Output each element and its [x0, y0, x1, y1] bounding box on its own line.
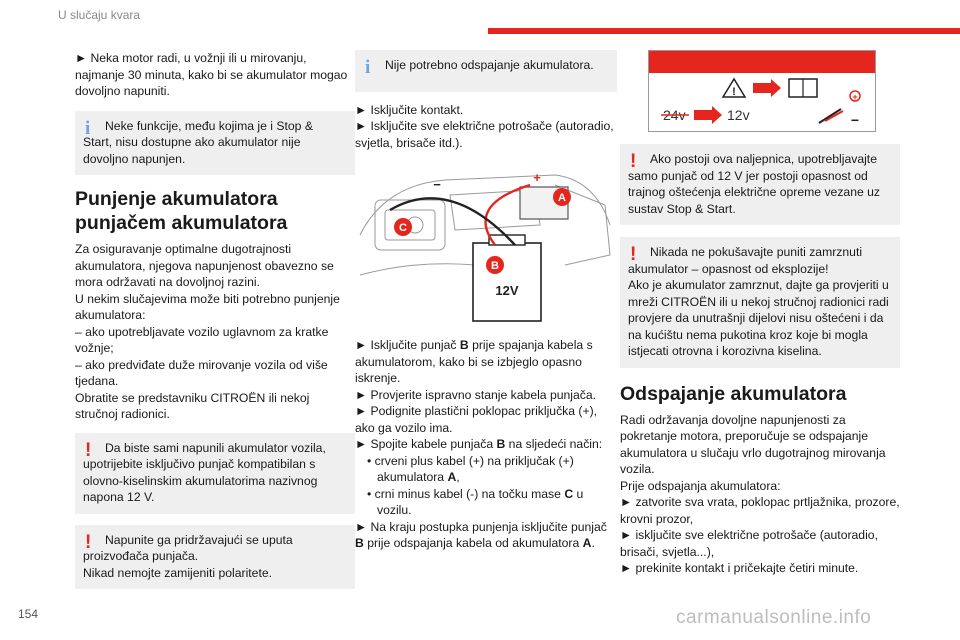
section-heading-disconnect: Odspajanje akumulatora [620, 382, 847, 405]
info-box-stop-start: i Neke funkcije, među kojima je i Stop & Start, nisu dostupne ako akumulator nije dovoljno napunjen. [75, 111, 355, 176]
charger-connection-figure [355, 165, 617, 325]
label-24v: 24v [663, 107, 686, 123]
pre-steps: ► Isključite kontakt. ► Isključite sve električne potrošače (autoradio, svjetla, brisače itd.). [355, 102, 614, 150]
label-a: A [558, 192, 566, 204]
section-heading-charging: Punjenje akumulatora punjačem akumulatora [75, 188, 288, 234]
header-accent-bar [488, 28, 960, 34]
intro-step: ► Neka motor radi, u vožnji ili u mirovanju, najmanje 30 minuta, kako bi se akumulator mogao dovoljno napuniti. [75, 51, 348, 98]
warning-box-polarity: ! Napunite ga pridržavajući se uputa proizvođača punjača. Nikad nemojte zamijeniti polaritete. [75, 525, 355, 590]
info-icon: i [85, 117, 91, 139]
charger-voltage-label: 12V [495, 283, 519, 298]
warning-icon: ! [630, 151, 637, 172]
warning-icon: ! [85, 531, 92, 553]
charger-body [473, 243, 541, 321]
warning-box-charger-type: ! Da biste sami napunili akumulator vozila, upotrijebite isključivo punjač kompatibilan s olovno-kiselinskim akumulatorima nazivnog napona 12 V. [75, 433, 355, 514]
arrow-icon [753, 79, 781, 97]
column-left [75, 50, 355, 589]
column-middle [355, 50, 617, 552]
svg-text:!: ! [732, 86, 736, 98]
running-header: U slučaju kvara [58, 8, 141, 22]
charger-clamp-icon [819, 109, 841, 123]
warning-icon: ! [630, 244, 637, 265]
page-number: 154 [18, 607, 39, 621]
charging-paragraphs: Za osiguravanje optimalne dugotrajnosti akumulatora, njegova napunjenost obavezno se mora održavati na dovoljnoj razini. U nekim slučajevima može biti potrebno punjenje akumulatora: – ako upotrebljavate vozilo uglavnom za kratke vožnje; – ako predviđate duže mirovanje vozila od više tjedana. Obratite se predstavniku CITROËN ili nekoj stručnoj radionici. [75, 242, 340, 421]
disconnect-paragraphs: Radi održavanja dovoljne napunjenosti za pokretanje motora, preporučuje se odspajanje akumulatora u slučaju vrlo dugotrajnog mirovanja vozila. Prije odspajanja akumulatora: ► zatvorite sva vrata, poklopac prtljažnika, prozore, krovni prozor, ► isključite sve električne potrošače (autoradio, brisači, svjetla...), ► prekinite kontakt i pričekajte četiri minute. [620, 412, 900, 575]
label-c: C [399, 222, 407, 234]
sticker-minus: − [850, 112, 860, 128]
engine-bay-illustration [355, 165, 617, 325]
warning-box-12v-sticker: ! Ako postoji ova naljepnica, upotrebljavajte samo punjač od 12 V jer postoji opasnost od trajnog oštećenja električne opreme vezane uz sustav Stop & Start. [620, 144, 900, 225]
plus-symbol: + [533, 170, 541, 185]
info-icon: i [365, 57, 371, 78]
warning-box-frozen-battery: ! Nikada ne pokušavajte puniti zamrznuti akumulator – opasnost od eksplozije! Ako je akumulator zamrznut, dajte ga provjeriti u mreži CITROËN ili u nekoj stručnoj radionici radi provjere da unutrašnji dijelovi nisu oštećeni i da na kućištu nema pukotina kroz koje bi mogla istjecati otrovna i korozivna kiselina. [620, 237, 900, 368]
sticker-plus: + [852, 92, 858, 102]
voltage-sticker [648, 50, 876, 132]
warning-icon: ! [85, 439, 92, 461]
arrow-icon [694, 106, 722, 124]
minus-symbol: − [433, 177, 441, 192]
charging-steps: ► Isključite punjač B prije spajanja kabela s akumulatorom, kako bi se izbjeglo opasno iskrenje. ► Provjerite ispravno stanje kabela punjača. ► Podignite plastični poklopac priključka (+), ako ga vozilo ima. ► Spojite kabele punjača B na sljedeći način: • crveni plus kabel (+) na priključak (+) akumulatora A, • crni minus kabel (-) na točku mase C u vozilu. ► Na kraju postupka punjenja isključite punjač B prije odspajanja kabela od akumulatora A. [355, 338, 607, 550]
label-12v: 12v [727, 107, 750, 123]
watermark: carmanualsonline.info [676, 607, 872, 628]
column-right [620, 50, 900, 577]
label-b: B [491, 260, 499, 272]
info-box-no-disconnect: i Nije potrebno odspajanje akumulatora. [355, 50, 617, 92]
